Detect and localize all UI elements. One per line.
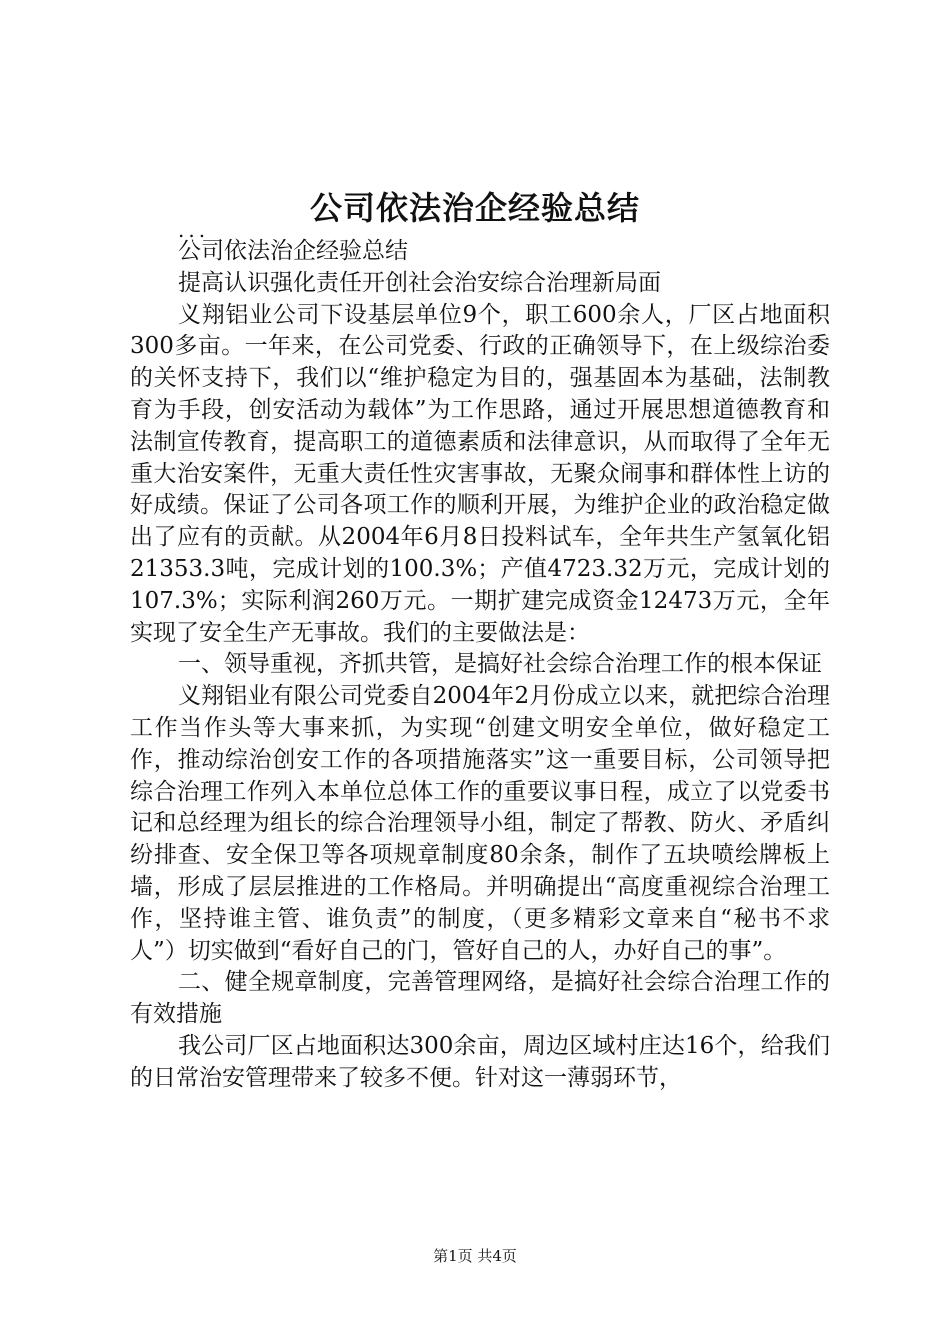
paragraph-intro: 义翔铝业公司下设基层单位9个，职工600余人，厂区占地面积300多亩。一年来，在公司党委、行政的正确领导下，在上级综治委的关怀支持下，我们以“维护稳定为目的，强基固本为基础，法制教育为手段，创安活动为载体”为工作思路，通过开展思想道德教育和法制宣传教育，提高职工的道德素质和法律意识，从而取得了全年无重大治安案件，无重大责任性灾害事故，无聚众闹事和群体性上访的好成绩。保证了公司各项工作的顺利开展，为维护企业的政治稳定做出了应有的贡献。从2004年6月8日投料试车，全年共生产氢氧化铝21353.3吨，完成计划的100.3%；产值4723.32万元，完成计划的107.3%；实际利润260万元。一期扩建完成资金12473万元，全年实现了安全生产无事故。我们的主要做法是： — [130, 301, 830, 646]
paragraph-section-1: 义翔铝业有限公司党委自2004年2月份成立以来，就把综合治理工作当作头等大事来抓，为实现“创建文明安全单位，做好稳定工作，推动综治创安工作的各项措施落实”这一重要目标，公司领导把综合治理工作列入本单位总体工作的重要议事日程，成立了以党委书记和总经理为组长的综合治理领导小组，制定了帮教、防火、矛盾纠纷排查、安全保卫等各项规章制度80余条，制作了五块喷绘牌板上墙，形成了层层推进的工作格局。并明确提出“高度重视综合治理工作，坚持谁主管、谁负责”的制度，（更多精彩文章来自“秘书不求人”）切实做到“看好自己的门，管好自己的人，办好自己的事”。 — [130, 683, 830, 964]
ellipsis-marker: ... — [178, 218, 210, 242]
paragraph-section-2: 我公司厂区占地面积达300余亩，周边区域村庄达16个，给我们的日常治安管理带来了较多不便。针对这一薄弱环节， — [130, 1032, 830, 1091]
paragraph-theme: 提高认识强化责任开创社会治安综合治理新局面 — [178, 269, 661, 296]
paragraph-subtitle: 公司依法治企经验总结 — [178, 238, 408, 264]
document-body — [130, 236, 830, 1095]
paragraph-heading-1: 一、领导重视，齐抓共管，是搞好社会综合治理工作的根本保证 — [178, 651, 822, 678]
paragraph-heading-2: 二、健全规章制度，完善管理网络，是搞好社会综合治理工作的有效措施 — [130, 969, 830, 1028]
page-title: 公司依法治企经验总结 — [309, 189, 640, 227]
page-footer: 第1页 共4页 — [433, 1247, 517, 1265]
